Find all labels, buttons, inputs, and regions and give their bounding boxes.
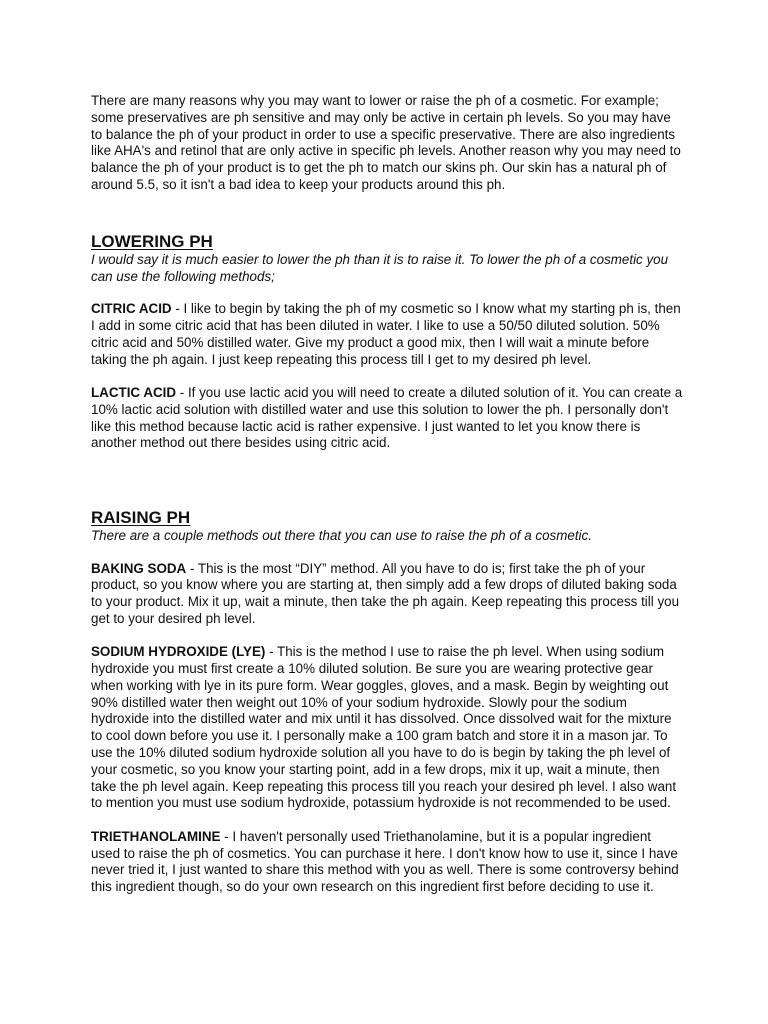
lactic-acid-term: LACTIC ACID (91, 385, 177, 401)
baking-soda-text: - This is the most “DIY” method. All you have to do is; first take the ph of your product, so you know where you are starting at, then simply add a few drops of diluted baking soda to your product. Mix it up, wait a minute, then take the ph again. Keep repeating this process till you get to your desired ph level. (91, 560, 680, 626)
triethanolamine-term: TRIETHANOLAMINE (91, 828, 221, 844)
document-page (91, 93, 683, 912)
lowering-ph-section (91, 232, 683, 452)
section-spacer (91, 469, 683, 508)
lactic-acid-paragraph (91, 385, 683, 452)
sodium-hydroxide-term: SODIUM HYDROXIDE (LYE) (91, 644, 266, 660)
raising-ph-lead: There are a couple methods out there that you can use to raise the ph of a cosmetic. (91, 527, 592, 543)
sodium-hydroxide-text: - This is the method I use to raise the ph level. When using sodium hydroxide you must first create a 10% diluted solution. Be sure you are wearing protective gear when working with lye in its pure form. Wear goggles, gloves, and a mask. Begin by weighting out 90% distilled water then weight out 10% of your sodium hydroxide. Slowly pour the sodium hydroxide into the distilled water and mix until it has dissolved. Once dissolved wait for the mixture to cool down before you use it. I personally make a 100 gram batch and store it in a mason jar. To use the 10% diluted sodium hydroxide solution all you have to do is begin by taking the ph level of your cosmetic, so you know your starting point, add in a few drops, mix it up, wait a minute, then take the ph level again. Keep repeating this process till you reach your desired ph level. I also want to mention you must use sodium hydroxide, potassium hydroxide is not recommended to be used. (91, 644, 677, 811)
lowering-ph-lead: I would say it is much easier to lower the ph than it is to raise it. To lower the ph of a cosmetic you can use the following methods; (91, 251, 669, 284)
lowering-ph-heading: LOWERING PH (91, 231, 213, 251)
triethanolamine-text: - I haven't personally used Triethanolamine, but it is a popular ingredient used to raise the ph of cosmetics. You can purchase it here. I don't know how to use it, since I have never tried it, I just wanted to share this method with you as well. There is some controversy behind this ingredient though, so do your own research on this ingredient first before deciding to use it. (91, 828, 679, 895)
triethanolamine-paragraph (91, 829, 683, 896)
intro-paragraph: There are many reasons why you may want to lower or raise the ph of a cosmetic. For example; some preservatives are ph sensitive and may only be active in certain ph levels. So you may have to balance the ph of your product in order to use a specific preservative. There are also ingredients like AHA's and retinol that are only active in specific ph levels. Another reason why you may need to balance the ph of your product is to get the ph to match our skins ph. Our skin has a natural ph of around 5.5, so it isn't a bad idea to keep your products around this ph. (91, 93, 681, 192)
lactic-acid-text: - If you use lactic acid you will need to create a diluted solution of it. You can create a 10% lactic acid solution with distilled water and use this solution to lower the ph. I personally don't like this method because lactic acid is rather expensive. I just wanted to let you know there is another method out there besides using citric acid. (91, 385, 683, 451)
raising-ph-heading: RAISING PH (91, 507, 191, 527)
citric-acid-term: CITRIC ACID (91, 301, 172, 317)
raising-ph-section (91, 508, 683, 896)
citric-acid-text: - I like to begin by taking the ph of my cosmetic so I know what my starting ph is, then I add in some citric acid that has been diluted in water. I like to use a 50/50 diluted solution. 50% citric acid and 50% distilled water. Give my product a good mix, then I will wait a minute before taking the ph again. I just keep repeating this process till I get to my desired ph level. (91, 301, 681, 367)
baking-soda-paragraph (91, 561, 683, 628)
baking-soda-term: BAKING SODA (91, 560, 187, 576)
sodium-hydroxide-paragraph (91, 644, 683, 812)
citric-acid-paragraph (91, 301, 683, 368)
